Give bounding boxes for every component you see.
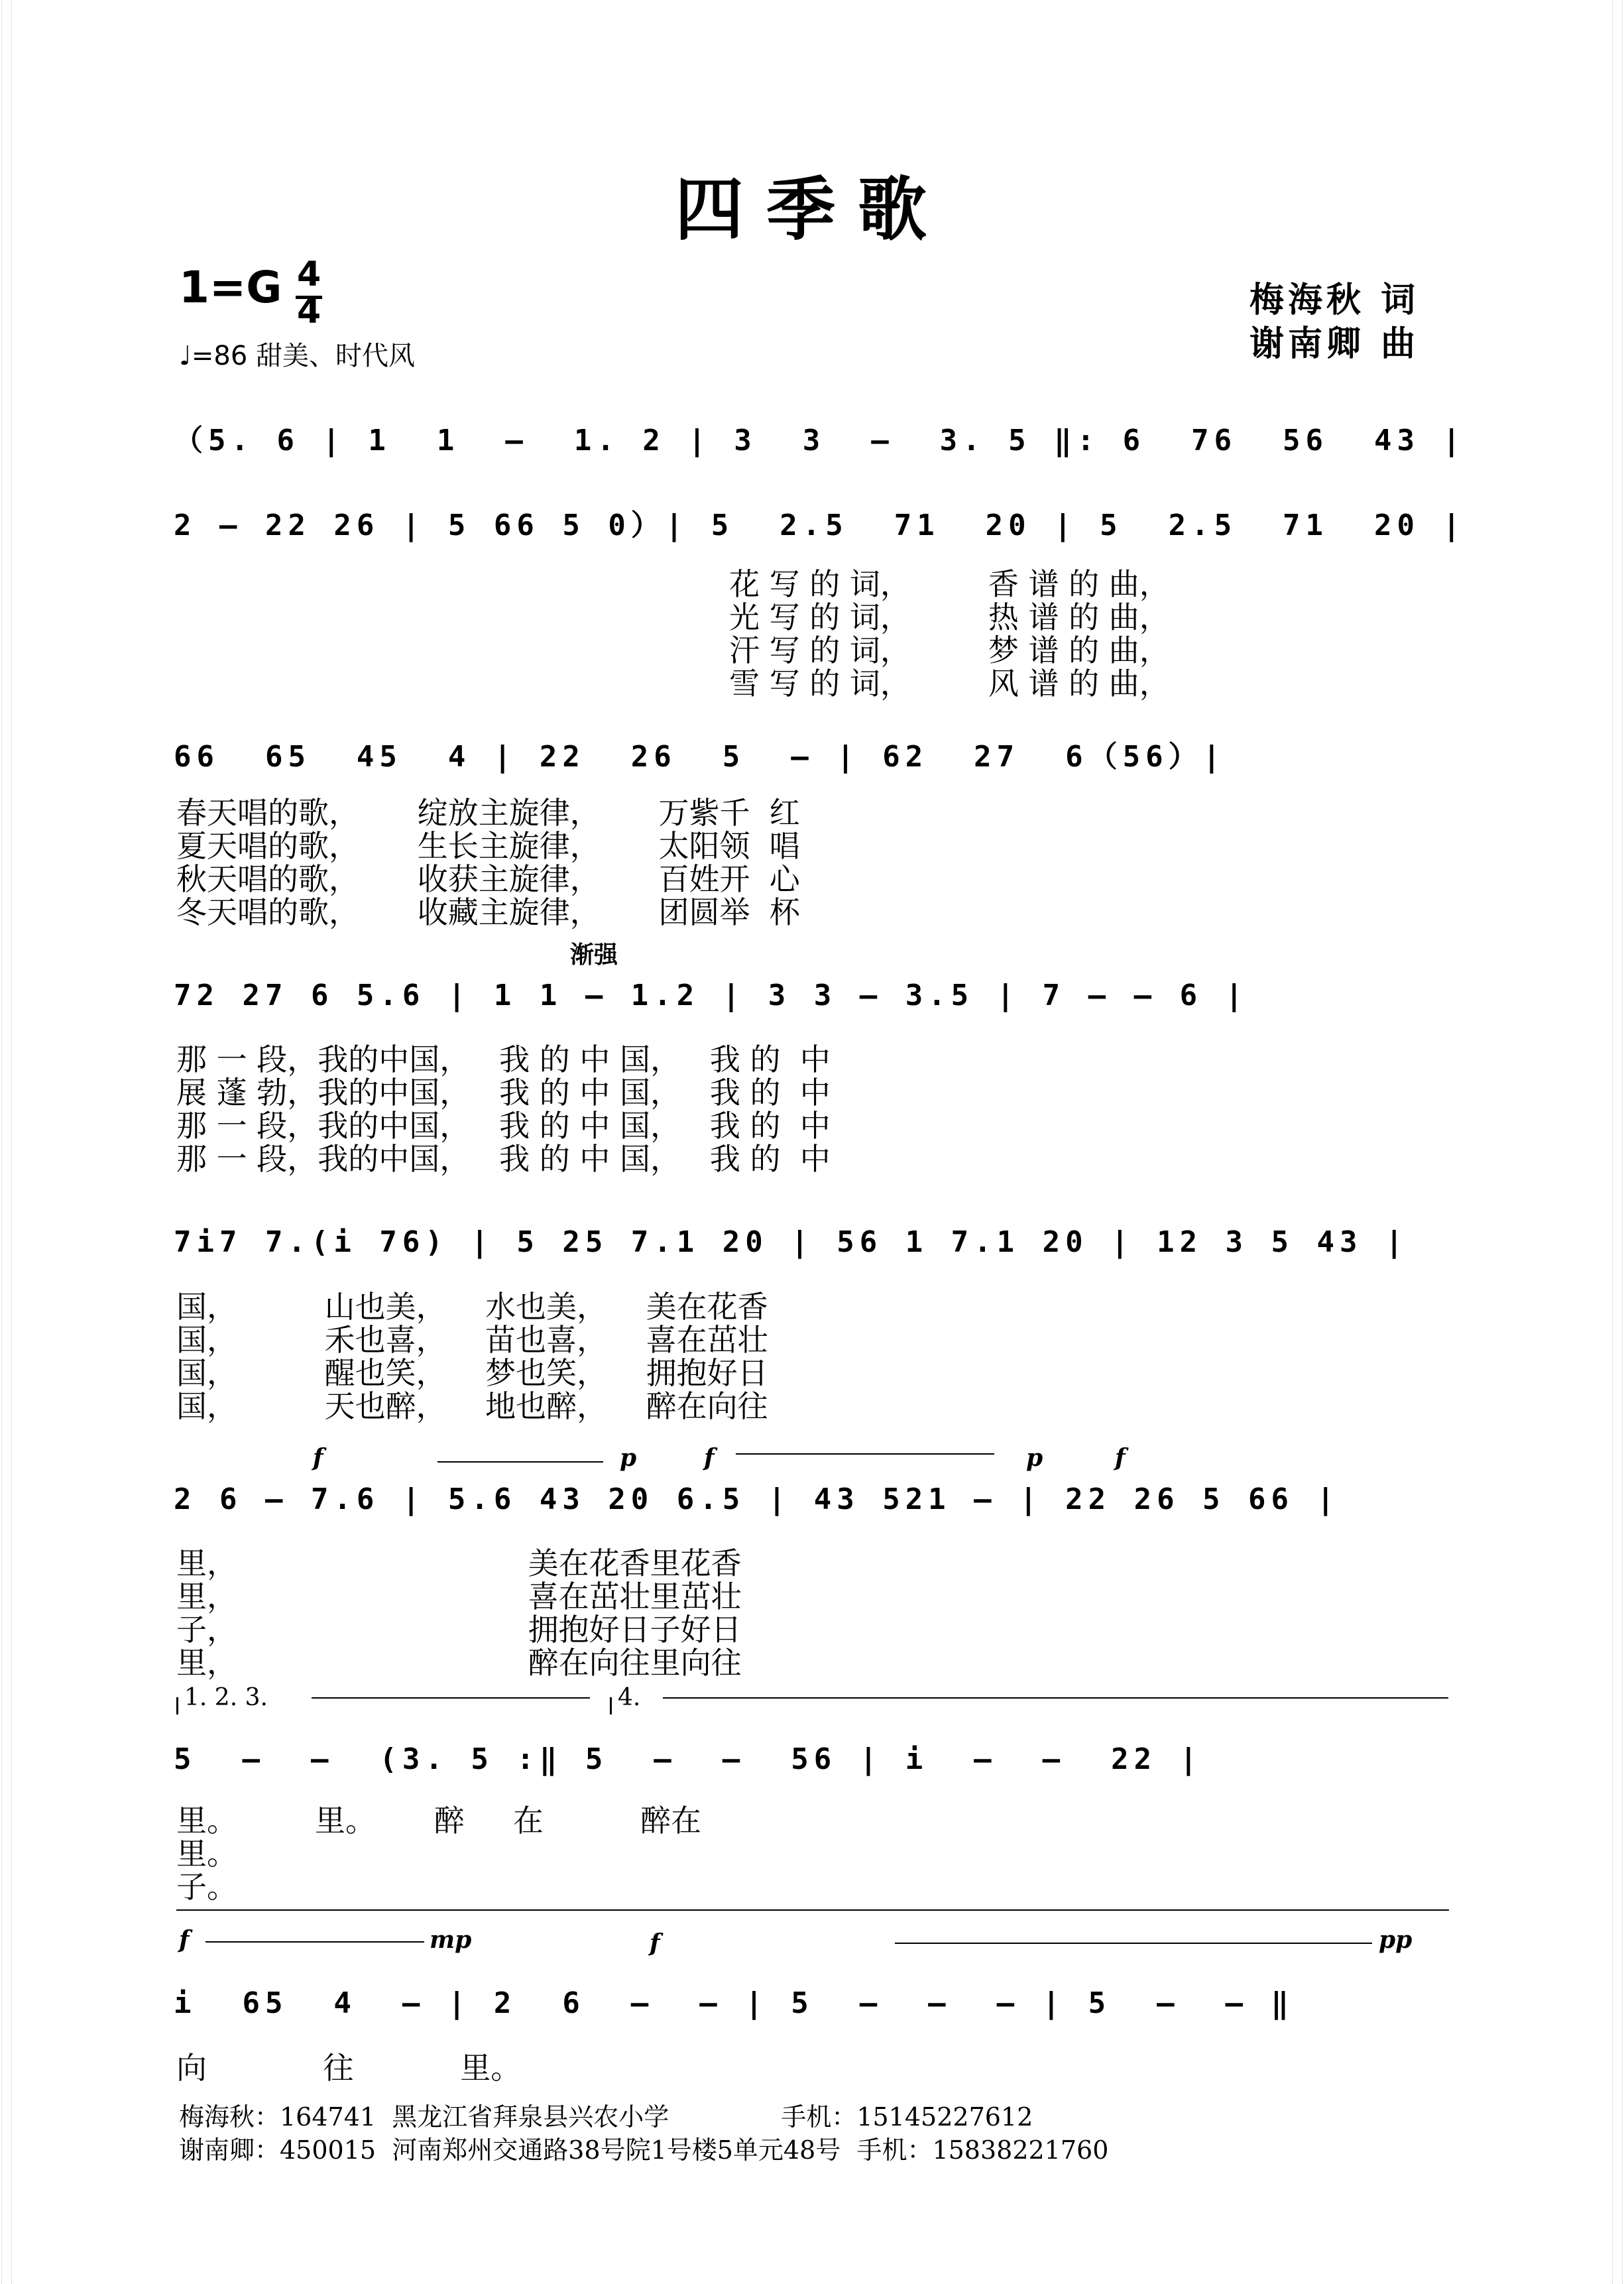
lyric-line: 里， 美在花香里花香	[176, 1545, 742, 1581]
lyric-line: 那 一 段，我的中国， 我 的 中 国， 我 的 中	[176, 1108, 831, 1144]
meter-top: 4	[297, 255, 321, 294]
score-system-8: i 65 4 – | 2 6 – – | 5 – – – | 5 – – ‖	[174, 1986, 1295, 2020]
lyric-line: 雪 写 的 词， 风 谱 的 曲，	[729, 666, 1170, 701]
dynamic-mark: pp	[1379, 1926, 1413, 1954]
meter-bottom: 4	[297, 292, 321, 331]
hairpin-line	[736, 1453, 994, 1455]
score-system-3: 66 65 45 4 | 22 26 5 – | 62 27 6（56）|	[174, 740, 1226, 774]
score-system-6: 2 6 – 7.6 | 5.6 43 20 6.5 | 43 521 – | 22 26 5 66 |	[174, 1482, 1340, 1516]
lyric-line: 国， 天也醉， 地也醉， 醉在向往	[176, 1388, 768, 1424]
lyric-line: 夏天唱的歌， 生长主旋律， 太阳领 唱	[176, 828, 800, 864]
lyric-line: 国， 禾也喜， 苗也喜， 喜在茁壮	[176, 1322, 768, 1358]
score-system-5: 7i7 7.(i 76) | 5 25 7.1 20 | 56 1 7.1 20 | 12 3 5 43 |	[174, 1225, 1409, 1259]
lyric-line: 子， 拥抱好日子好日	[176, 1612, 742, 1648]
lyricist-credit: 梅海秋 词	[1249, 280, 1420, 320]
volta-bracket	[176, 1697, 178, 1714]
score-system-2: 2 – 22 26 | 5 66 5 0）| 5 2.5 71 20 | 5 2.5 71 20 |	[174, 509, 1466, 542]
lyric-line: 秋天唱的歌， 收获主旋律， 百姓开 心	[176, 861, 800, 897]
composer-credit: 谢南卿 曲	[1249, 324, 1420, 364]
score-system-7: 5 – – (3. 5 :‖ 5 – – 56 | i – – 22 |	[174, 1742, 1203, 1776]
dynamic-mark: p	[620, 1444, 637, 1472]
lyric-line: 春天唱的歌， 绽放主旋律， 万紫千 红	[176, 795, 800, 831]
song-title: 四季歌	[674, 168, 949, 250]
lyric-line: 里。	[176, 1836, 237, 1872]
key-signature: 1=G	[179, 262, 282, 313]
volta-bracket	[610, 1697, 612, 1714]
volta-label: 4.	[618, 1684, 641, 1711]
right-page-edge	[1612, 0, 1623, 2284]
lyric-line: 汗 写 的 词， 梦 谱 的 曲，	[729, 632, 1170, 668]
lyric-line: 国， 山也美， 水也美， 美在花香	[176, 1289, 768, 1325]
volta-label: 1. 2. 3.	[184, 1684, 268, 1711]
dynamic-mark: f	[650, 1929, 660, 1957]
staff-top-rule	[176, 1909, 1449, 1911]
lyric-line: 国， 醒也笑， 梦也笑， 拥抱好日	[176, 1355, 768, 1391]
lyric-line: 那 一 段，我的中国， 我 的 中 国， 我 的 中	[176, 1141, 831, 1177]
dynamic-mark: p	[1026, 1444, 1043, 1472]
volta-line	[663, 1697, 1448, 1699]
dynamic-mark: f	[313, 1444, 323, 1472]
volta-line	[312, 1697, 590, 1699]
dynamic-mark: f	[704, 1444, 715, 1472]
lyric-line: 光 写 的 词， 热 谱 的 曲，	[729, 599, 1170, 635]
lyric-line: 花 写 的 词， 香 谱 的 曲，	[729, 566, 1170, 602]
score-system-4: 72 27 6 5.6 | 1 1 – 1.2 | 3 3 – 3.5 | 7 – – 6 |	[174, 979, 1249, 1012]
contact-line-lyricist: 梅海秋：164741 黑龙江省拜泉县兴农小学 手机：15145227612	[179, 2102, 1033, 2132]
lyric-line: 向 往 里。	[176, 2050, 522, 2086]
lyric-line: 那 一 段，我的中国， 我 的 中 国， 我 的 中	[176, 1042, 831, 1077]
lyric-line: 里， 醉在向往里向往	[176, 1645, 742, 1681]
dynamic-mark: mp	[430, 1926, 472, 1954]
crescendo-annotation: 渐强	[570, 941, 618, 969]
lyric-line: 展 蓬 勃，我的中国， 我 的 中 国， 我 的 中	[176, 1075, 831, 1111]
left-page-edge	[1, 0, 12, 2284]
lyric-line: 冬天唱的歌， 收藏主旋律， 团圆举 杯	[176, 894, 800, 930]
dynamic-mark: f	[1115, 1444, 1126, 1472]
tempo-marking: ♩=86 甜美、时代风	[179, 341, 415, 371]
contact-line-composer: 谢南卿：450015 河南郑州交通路38号院1号楼5单元48号 手机：15838221760	[179, 2135, 1109, 2165]
lyric-line: 子。	[176, 1869, 237, 1905]
score-system-1: （5. 6 | 1 1 – 1. 2 | 3 3 – 3. 5 ‖: 6 76 56 43 |	[174, 424, 1466, 457]
lyric-line: 里， 喜在茁壮里茁壮	[176, 1579, 742, 1614]
lyric-line: 里。 里。 醉 在 醉在	[176, 1803, 702, 1838]
dynamic-mark: f	[179, 1926, 190, 1954]
hairpin-line	[437, 1461, 603, 1463]
hairpin-line	[895, 1943, 1372, 1944]
hairpin-line	[205, 1941, 424, 1943]
